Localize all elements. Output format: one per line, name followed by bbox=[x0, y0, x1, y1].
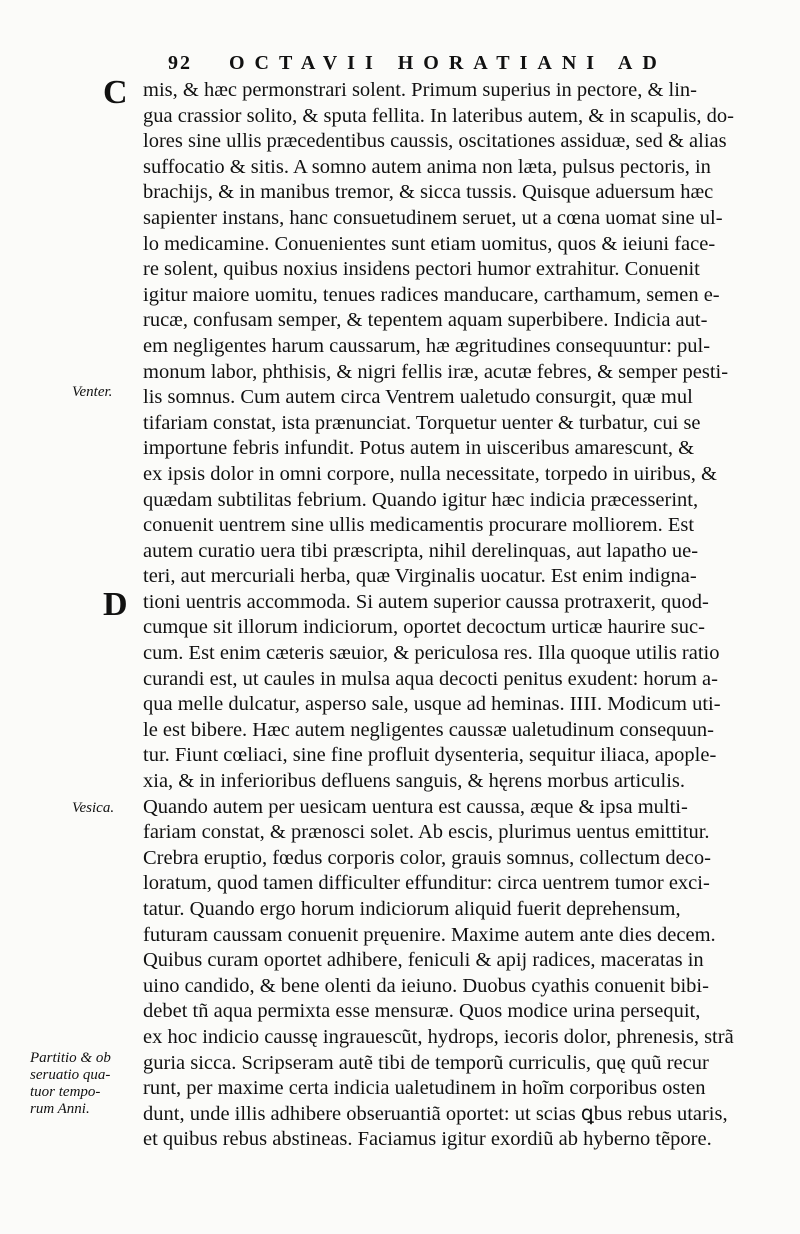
text-line: tioni uentris accommoda. Si autem superior caussa protraxerit, quod- bbox=[143, 590, 709, 613]
text-line: teri, aut mercuriali herba, quæ Virginalis uocatur. Est enim indigna- bbox=[143, 565, 697, 588]
text-line: debet tñ aqua permixta esse mensuræ. Quos modice urina persequit, bbox=[143, 1000, 701, 1023]
text-line: ex ipsis dolor in omni corpore, nulla necessitate, torpedo in uiribus, & bbox=[143, 462, 717, 485]
text-line: em negligentes harum caussarum, hæ ægritudines consequuntur: pul- bbox=[143, 334, 711, 357]
marginal-line: tuor tempo- bbox=[30, 1084, 101, 1100]
text-line: le est bibere. Hæc autem negligentes caussæ ualetudinum consequun- bbox=[143, 718, 714, 741]
initial-letter-d: D bbox=[103, 586, 128, 623]
text-line: guria sicca. Scripseram autẽ tibi de temporũ curriculis, quę quũ recur bbox=[143, 1051, 709, 1074]
marginal-line: rum Anni. bbox=[30, 1101, 90, 1117]
text-line: lores sine ullis præcedentibus caussis, oscitationes assiduæ, sed & alias bbox=[143, 130, 727, 153]
body-text bbox=[143, 78, 788, 1153]
marginal-line: Partitio & ob bbox=[30, 1050, 111, 1066]
text-line: gua crassior solito, & sputa fellita. In lateribus autem, & in scapulis, do- bbox=[143, 104, 734, 127]
running-title: OCTAVII HORATIANI AD bbox=[229, 52, 667, 74]
page-header bbox=[168, 52, 788, 80]
text-line: re solent, quibus noxius insidens pectori humor extrahitur. Conuenit bbox=[143, 258, 700, 281]
text-line: curandi est, ut caules in mulsa aqua decocti penitus exudent: horum a- bbox=[143, 667, 718, 690]
text-line: brachijs, & in manibus tremor, & sicca tussis. Quisque aduersum hæc bbox=[143, 181, 714, 204]
text-line: lis somnus. Cum autem circa Ventrem ualetudo consurgit, quæ mul bbox=[143, 386, 693, 409]
text-line: Crebra eruptio, fœdus corporis color, grauis somnus, collectum deco- bbox=[143, 846, 711, 869]
text-line: sapienter instans, hanc consuetudinem seruet, ut a cœna uomat sine ul- bbox=[143, 206, 723, 229]
text-line: fariam constat, & prænosci solet. Ab escis, plurimus uentus emittitur. bbox=[143, 821, 710, 844]
text-line: rucæ, confusam semper, & tepentem aquam superbibere. Indicia aut- bbox=[143, 309, 708, 332]
marginal-note-vesica: Vesica. bbox=[72, 800, 115, 816]
text-line: tur. Fiunt cœliaci, sine fine profluit dysenteria, sequitur iliaca, apople- bbox=[143, 744, 717, 767]
text-line: tatur. Quando ergo horum indiciorum aliquid fuerit deprehensum, bbox=[143, 898, 681, 920]
text-line: et quibus rebus abstineas. Faciamus igitur exordiũ ab hyberno tẽpore. bbox=[143, 1128, 712, 1151]
text-line: cum. Est enim cæteris sæuior, & periculosa res. Illa quoque utilis ratio bbox=[143, 642, 720, 665]
text-line: lo medicamine. Conuenientes sunt etiam uomitus, quos & ieiuni face- bbox=[143, 232, 716, 255]
text-line: xia, & in inferioribus defluens sanguis, & hęrens morbus articulis. bbox=[143, 770, 686, 793]
text-line: Quibus curam oportet adhibere, feniculi & apij radices, maceratas in bbox=[143, 949, 704, 972]
text-line: suffocatio & sitis. A somno autem anima non læta, pulsus pectoris, in bbox=[143, 155, 711, 178]
text-line: importune febris infundit. Potus autem in uisceribus amarescunt, & bbox=[143, 437, 695, 460]
text-line: conuenit uentrem sine ullis medicamentis procurare molliorem. Est bbox=[143, 514, 695, 537]
text-line: dunt, unde illis adhibere obseruantiã oportet: ut scias ꝗbus rebus utaris, bbox=[143, 1102, 728, 1125]
initial-letter-c: C bbox=[103, 74, 128, 111]
text-line: autem curatio uera tibi præscripta, nihil derelinquas, aut lapatho ue- bbox=[143, 539, 699, 562]
marginal-note-partitio bbox=[30, 1050, 111, 1118]
text-line: runt, per maxime certa indicia ualetudinem in hoĩm corporibus osten bbox=[143, 1077, 706, 1100]
text-line: igitur maiore uomitu, tenues radices manducare, carthamum, semen e- bbox=[143, 283, 720, 306]
text-line: loratum, quod tamen difficulter effunditur: circa uentrem tumor exci- bbox=[143, 872, 710, 895]
text-line: mis, & hæc permonstrari solent. Primum superius in pectore, & lin- bbox=[143, 79, 697, 101]
text-line: tifariam constat, ista prænunciat. Torquetur uenter & turbatur, cui se bbox=[143, 411, 701, 434]
text-line: ex hoc indicio caussę ingrauescũt, hydrops, iecoris dolor, phrenesis, strã bbox=[143, 1025, 734, 1048]
text-line: qua melle dulcatur, asperso sale, usque ad heminas. IIII. Modicum uti- bbox=[143, 693, 721, 716]
marginal-line: seruatio qua- bbox=[30, 1067, 111, 1083]
marginal-note-venter: Venter. bbox=[72, 384, 113, 400]
text-line: cumque sit illorum indiciorum, oportet decoctum urticæ haurire suc- bbox=[143, 616, 705, 639]
text-line: uino candido, & bene olenti da ieiuno. Duobus cyathis conuenit bibi- bbox=[143, 974, 709, 997]
text-line: Quando autem per uesicam uentura est caussa, æque & ipsa multi- bbox=[143, 795, 688, 818]
text-line: quædam subtilitas febrium. Quando igitur hæc indicia præcesserint, bbox=[143, 488, 699, 511]
text-line: futuram caussam conuenit pręuenire. Maxime autem ante dies decem. bbox=[143, 923, 716, 946]
text-line: monum labor, phthisis, & nigri fellis iræ, acutæ febres, & semper pesti- bbox=[143, 360, 729, 383]
page-number: 92 bbox=[168, 52, 192, 74]
